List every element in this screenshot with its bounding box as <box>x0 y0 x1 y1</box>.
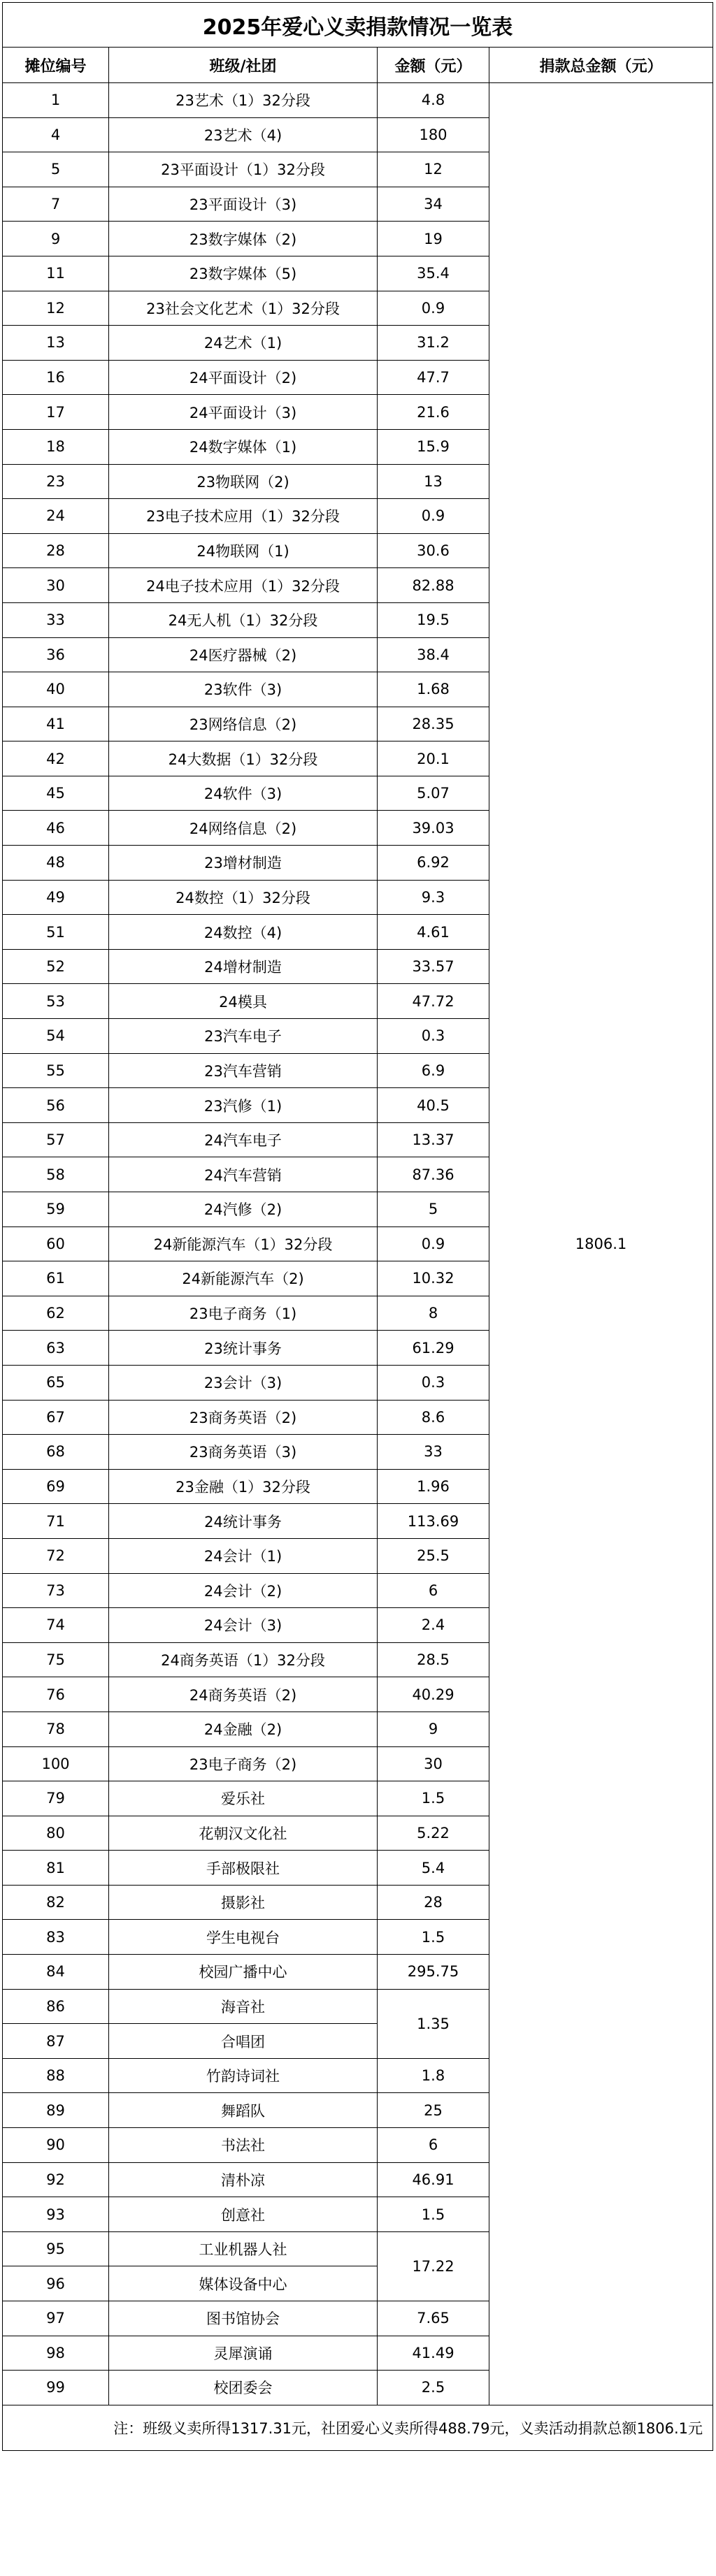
amount-cell: 295.75 <box>378 1955 489 1990</box>
class-club-cell: 24商务英语（1）32分段 <box>109 1642 378 1677</box>
class-club-cell: 24大数据（1）32分段 <box>109 741 378 776</box>
stall-number-cell: 80 <box>3 1816 109 1851</box>
class-club-cell: 24医疗器械（2) <box>109 637 378 672</box>
stall-number-cell: 63 <box>3 1331 109 1366</box>
stall-number-cell: 93 <box>3 2197 109 2232</box>
amount-cell: 6 <box>378 1573 489 1608</box>
amount-cell: 0.9 <box>378 499 489 534</box>
stall-number-cell: 5 <box>3 152 109 187</box>
stall-number-cell: 12 <box>3 291 109 326</box>
class-club-cell: 工业机器人社 <box>109 2231 378 2266</box>
stall-number-cell: 60 <box>3 1227 109 1261</box>
class-club-cell: 23网络信息（2) <box>109 707 378 741</box>
amount-cell: 38.4 <box>378 637 489 672</box>
header-amount: 金额（元） <box>378 48 489 83</box>
amount-cell: 39.03 <box>378 811 489 846</box>
stall-number-cell: 71 <box>3 1504 109 1539</box>
class-club-cell: 23金融（1）32分段 <box>109 1469 378 1504</box>
class-club-cell: 24金融（2) <box>109 1712 378 1746</box>
class-club-cell: 23数字媒体（2) <box>109 222 378 256</box>
class-club-cell: 23商务英语（3) <box>109 1435 378 1470</box>
amount-cell: 25 <box>378 2093 489 2128</box>
amount-cell: 13 <box>378 464 489 499</box>
amount-cell: 19.5 <box>378 602 489 637</box>
class-club-cell: 23物联网（2) <box>109 464 378 499</box>
table-body <box>3 83 713 2405</box>
amount-cell: 41.49 <box>378 2336 489 2371</box>
amount-cell: 33 <box>378 1435 489 1470</box>
stall-number-cell: 23 <box>3 464 109 499</box>
stall-number-cell: 51 <box>3 915 109 950</box>
amount-cell: 21.6 <box>378 395 489 430</box>
stall-number-cell: 99 <box>3 2371 109 2405</box>
amount-cell: 35.4 <box>378 256 489 291</box>
class-club-cell: 摄影社 <box>109 1885 378 1920</box>
stall-number-cell: 9 <box>3 222 109 256</box>
amount-cell: 5.07 <box>378 776 489 811</box>
amount-cell: 0.9 <box>378 1227 489 1261</box>
amount-cell: 31.2 <box>378 326 489 361</box>
stall-number-cell: 55 <box>3 1053 109 1088</box>
stall-number-cell: 7 <box>3 187 109 222</box>
amount-cell: 1.35 <box>378 1989 489 2058</box>
stall-number-cell: 89 <box>3 2093 109 2128</box>
stall-number-cell: 100 <box>3 1746 109 1781</box>
stall-number-cell: 33 <box>3 602 109 637</box>
class-club-cell: 23数字媒体（5) <box>109 256 378 291</box>
stall-number-cell: 58 <box>3 1157 109 1192</box>
class-club-cell: 24数字媒体（1) <box>109 429 378 464</box>
stall-number-cell: 75 <box>3 1642 109 1677</box>
class-club-cell: 23增材制造 <box>109 846 378 881</box>
class-club-cell: 图书馆协会 <box>109 2301 378 2336</box>
stall-number-cell: 40 <box>3 672 109 707</box>
stall-number-cell: 1 <box>3 83 109 118</box>
amount-cell: 20.1 <box>378 741 489 776</box>
amount-cell: 0.9 <box>378 291 489 326</box>
amount-cell: 30 <box>378 1746 489 1781</box>
class-club-cell: 24网络信息（2) <box>109 811 378 846</box>
stall-number-cell: 28 <box>3 533 109 568</box>
stall-number-cell: 56 <box>3 1088 109 1123</box>
class-club-cell: 24商务英语（2) <box>109 1677 378 1712</box>
class-club-cell: 23社会文化艺术（1）32分段 <box>109 291 378 326</box>
stall-number-cell: 67 <box>3 1400 109 1435</box>
amount-cell: 17.22 <box>378 2231 489 2301</box>
stall-number-cell: 78 <box>3 1712 109 1746</box>
amount-cell: 4.8 <box>378 83 489 118</box>
class-club-cell: 24会计（1) <box>109 1538 378 1573</box>
class-club-cell: 爱乐社 <box>109 1781 378 1816</box>
amount-cell: 1.5 <box>378 1920 489 1955</box>
table-row <box>3 83 713 118</box>
amount-cell: 2.5 <box>378 2371 489 2405</box>
class-club-cell: 24无人机（1）32分段 <box>109 602 378 637</box>
amount-cell: 12 <box>378 152 489 187</box>
amount-cell: 0.3 <box>378 1365 489 1400</box>
amount-cell: 1.5 <box>378 1781 489 1816</box>
class-club-cell: 23统计事务 <box>109 1331 378 1366</box>
class-club-cell: 24数控（4) <box>109 915 378 950</box>
amount-cell: 113.69 <box>378 1504 489 1539</box>
stall-number-cell: 95 <box>3 2231 109 2266</box>
stall-number-cell: 59 <box>3 1192 109 1227</box>
donation-sheet <box>2 2 713 2451</box>
class-club-cell: 舞蹈队 <box>109 2093 378 2128</box>
stall-number-cell: 17 <box>3 395 109 430</box>
amount-cell: 4.61 <box>378 915 489 950</box>
class-club-cell: 24模具 <box>109 984 378 1019</box>
class-club-cell: 23电子技术应用（1）32分段 <box>109 499 378 534</box>
amount-cell: 28.35 <box>378 707 489 741</box>
class-club-cell: 创意社 <box>109 2197 378 2232</box>
stall-number-cell: 97 <box>3 2301 109 2336</box>
stall-number-cell: 52 <box>3 949 109 984</box>
class-club-cell: 媒体设备中心 <box>109 2266 378 2301</box>
class-club-cell: 24会计（3) <box>109 1608 378 1643</box>
amount-cell: 2.4 <box>378 1608 489 1643</box>
stall-number-cell: 45 <box>3 776 109 811</box>
class-club-cell: 23电子商务（2) <box>109 1746 378 1781</box>
amount-cell: 46.91 <box>378 2162 489 2197</box>
amount-cell: 9 <box>378 1712 489 1746</box>
class-club-cell: 合唱团 <box>109 2024 378 2059</box>
class-club-cell: 清朴凉 <box>109 2162 378 2197</box>
amount-cell: 40.29 <box>378 1677 489 1712</box>
amount-cell: 7.65 <box>378 2301 489 2336</box>
class-club-cell: 24艺术（1) <box>109 326 378 361</box>
class-club-cell: 23商务英语（2) <box>109 1400 378 1435</box>
class-club-cell: 23会计（3) <box>109 1365 378 1400</box>
stall-number-cell: 61 <box>3 1261 109 1296</box>
amount-cell: 1.68 <box>378 672 489 707</box>
class-club-cell: 23汽车营销 <box>109 1053 378 1088</box>
stall-number-cell: 87 <box>3 2024 109 2059</box>
amount-cell: 87.36 <box>378 1157 489 1192</box>
stall-number-cell: 82 <box>3 1885 109 1920</box>
stall-number-cell: 90 <box>3 2128 109 2163</box>
class-club-cell: 23软件（3) <box>109 672 378 707</box>
stall-number-cell: 96 <box>3 2266 109 2301</box>
amount-cell: 5.22 <box>378 1816 489 1851</box>
class-club-cell: 24汽修（2) <box>109 1192 378 1227</box>
stall-number-cell: 30 <box>3 568 109 603</box>
class-club-cell: 书法社 <box>109 2128 378 2163</box>
class-club-cell: 24平面设计（3) <box>109 395 378 430</box>
amount-cell: 47.7 <box>378 360 489 395</box>
amount-cell: 6.92 <box>378 846 489 881</box>
class-club-cell: 24平面设计（2) <box>109 360 378 395</box>
amount-cell: 8 <box>378 1296 489 1331</box>
stall-number-cell: 72 <box>3 1538 109 1573</box>
stall-number-cell: 98 <box>3 2336 109 2371</box>
total-amount-cell: 1806.1 <box>489 83 713 2405</box>
amount-cell: 28.5 <box>378 1642 489 1677</box>
amount-cell: 40.5 <box>378 1088 489 1123</box>
class-club-cell: 竹韵诗词社 <box>109 2058 378 2093</box>
class-club-cell: 学生电视台 <box>109 1920 378 1955</box>
class-club-cell: 23电子商务（1) <box>109 1296 378 1331</box>
class-club-cell: 手部极限社 <box>109 1851 378 1886</box>
header-class-club: 班级/社团 <box>109 48 378 83</box>
amount-cell: 5 <box>378 1192 489 1227</box>
class-club-cell: 23平面设计（1）32分段 <box>109 152 378 187</box>
stall-number-cell: 62 <box>3 1296 109 1331</box>
stall-number-cell: 88 <box>3 2058 109 2093</box>
stall-number-cell: 4 <box>3 117 109 152</box>
class-club-cell: 24数控（1）32分段 <box>109 880 378 915</box>
class-club-cell: 校团委会 <box>109 2371 378 2405</box>
stall-number-cell: 57 <box>3 1122 109 1157</box>
amount-cell: 6.9 <box>378 1053 489 1088</box>
class-club-cell: 校园广播中心 <box>109 1955 378 1990</box>
stall-number-cell: 81 <box>3 1851 109 1886</box>
stall-number-cell: 79 <box>3 1781 109 1816</box>
stall-number-cell: 53 <box>3 984 109 1019</box>
stall-number-cell: 84 <box>3 1955 109 1990</box>
stall-number-cell: 49 <box>3 880 109 915</box>
stall-number-cell: 69 <box>3 1469 109 1504</box>
class-club-cell: 23艺术（4) <box>109 117 378 152</box>
amount-cell: 25.5 <box>378 1538 489 1573</box>
amount-cell: 19 <box>378 222 489 256</box>
amount-cell: 1.8 <box>378 2058 489 2093</box>
stall-number-cell: 24 <box>3 499 109 534</box>
amount-cell: 30.6 <box>378 533 489 568</box>
stall-number-cell: 74 <box>3 1608 109 1643</box>
amount-cell: 5.4 <box>378 1851 489 1886</box>
amount-cell: 33.57 <box>378 949 489 984</box>
class-club-cell: 24新能源汽车（2) <box>109 1261 378 1296</box>
amount-cell: 180 <box>378 117 489 152</box>
class-club-cell: 23艺术（1）32分段 <box>109 83 378 118</box>
class-club-cell: 23平面设计（3) <box>109 187 378 222</box>
class-club-cell: 灵犀演诵 <box>109 2336 378 2371</box>
class-club-cell: 24物联网（1) <box>109 533 378 568</box>
class-club-cell: 海音社 <box>109 1989 378 2024</box>
class-club-cell: 23汽修（1) <box>109 1088 378 1123</box>
class-club-cell: 花朝汉文化社 <box>109 1816 378 1851</box>
amount-cell: 13.37 <box>378 1122 489 1157</box>
amount-cell: 47.72 <box>378 984 489 1019</box>
stall-number-cell: 86 <box>3 1989 109 2024</box>
stall-number-cell: 92 <box>3 2162 109 2197</box>
class-club-cell: 24汽车电子 <box>109 1122 378 1157</box>
amount-cell: 28 <box>378 1885 489 1920</box>
stall-number-cell: 54 <box>3 1019 109 1054</box>
class-club-cell: 24会计（2) <box>109 1573 378 1608</box>
amount-cell: 1.5 <box>378 2197 489 2232</box>
amount-cell: 9.3 <box>378 880 489 915</box>
amount-cell: 61.29 <box>378 1331 489 1366</box>
class-club-cell: 24增材制造 <box>109 949 378 984</box>
amount-cell: 82.88 <box>378 568 489 603</box>
header-stall-number: 摊位编号 <box>3 48 109 83</box>
stall-number-cell: 11 <box>3 256 109 291</box>
class-club-cell: 23汽车电子 <box>109 1019 378 1054</box>
page-title: 2025年爱心义卖捐款情况一览表 <box>3 3 713 48</box>
class-club-cell: 24汽车营销 <box>109 1157 378 1192</box>
stall-number-cell: 18 <box>3 429 109 464</box>
amount-cell: 1.96 <box>378 1469 489 1504</box>
stall-number-cell: 36 <box>3 637 109 672</box>
class-club-cell: 24统计事务 <box>109 1504 378 1539</box>
class-club-cell: 24电子技术应用（1）32分段 <box>109 568 378 603</box>
stall-number-cell: 16 <box>3 360 109 395</box>
header-total-amount: 捐款总金额（元） <box>489 48 713 83</box>
stall-number-cell: 46 <box>3 811 109 846</box>
amount-cell: 0.3 <box>378 1019 489 1054</box>
stall-number-cell: 73 <box>3 1573 109 1608</box>
stall-number-cell: 13 <box>3 326 109 361</box>
amount-cell: 8.6 <box>378 1400 489 1435</box>
stall-number-cell: 83 <box>3 1920 109 1955</box>
footnote: 注：班级义卖所得1317.31元，社团爱心义卖所得488.79元，义卖活动捐款总额1806.1元 <box>3 2405 713 2450</box>
amount-cell: 15.9 <box>378 429 489 464</box>
stall-number-cell: 42 <box>3 741 109 776</box>
amount-cell: 34 <box>378 187 489 222</box>
class-club-cell: 24新能源汽车（1）32分段 <box>109 1227 378 1261</box>
stall-number-cell: 41 <box>3 707 109 741</box>
stall-number-cell: 76 <box>3 1677 109 1712</box>
class-club-cell: 24软件（3) <box>109 776 378 811</box>
stall-number-cell: 68 <box>3 1435 109 1470</box>
stall-number-cell: 65 <box>3 1365 109 1400</box>
stall-number-cell: 48 <box>3 846 109 881</box>
donation-table <box>2 2 713 2451</box>
amount-cell: 6 <box>378 2128 489 2163</box>
amount-cell: 10.32 <box>378 1261 489 1296</box>
